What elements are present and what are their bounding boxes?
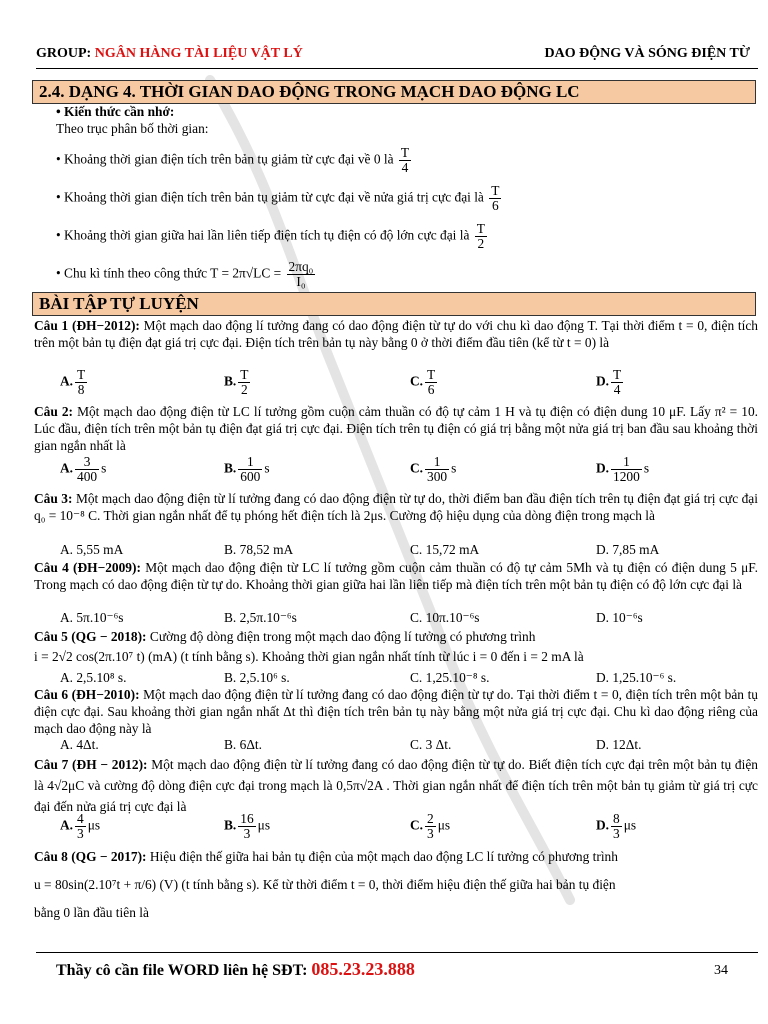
frac-num: T (77, 367, 86, 382)
question-4 (34, 559, 758, 593)
opt-frac (75, 455, 99, 484)
fraction-T-6 (489, 184, 501, 213)
frac-num: 1 (611, 455, 642, 470)
q6-option-d: D. 12Δt. (596, 737, 642, 752)
frac-num: T (400, 145, 410, 160)
opt-frac (238, 812, 255, 841)
frac-den: 300 (427, 469, 448, 484)
knowledge-heading: • Kiến thức cần nhớ: (56, 104, 175, 119)
frac-den: 6 (427, 382, 435, 397)
q4-option-c: C. 10π.10⁻⁶s (410, 610, 480, 625)
bullet-3-text: • Khoảng thời gian giữa hai lần liên tiếp điện tích tụ điện có độ lớn cực đại là (56, 227, 470, 243)
q2-option-b (224, 455, 270, 484)
frac-num: 2πq₀ (288, 259, 314, 274)
frac-den: 4 (613, 382, 621, 397)
opt-unit: μs (623, 817, 637, 833)
opt-unit: s (643, 460, 650, 476)
page-footer (36, 952, 758, 993)
frac-num: T (240, 367, 249, 382)
question-8 (34, 848, 758, 865)
q5-equation-line: i = 2√2 cos(2π.10⁷ t) (mA) (t tính bằng s). Khoảng thời gian ngắn nhất tính từ lúc i = 0 đến i = 2 mA là (34, 649, 584, 664)
opt-letter: A. (60, 460, 74, 476)
q3-option-d: D. 7,85 mA (596, 542, 660, 557)
frac-den: 1200 (613, 469, 640, 484)
opt-letter: C. (410, 817, 424, 833)
opt-unit: μs (87, 817, 101, 833)
opt-letter: D. (596, 460, 610, 476)
group-label: GROUP: (36, 46, 92, 61)
q7-option-c (410, 812, 450, 841)
frac-num: 2 (427, 811, 434, 826)
opt-frac (425, 455, 449, 484)
frac-den: 400 (77, 469, 98, 484)
q1-option-a (60, 368, 89, 397)
frac-den: 600 (240, 469, 261, 484)
header-group (36, 46, 303, 62)
question-6 (34, 686, 758, 737)
q3-option-c: C. 15,72 mA (410, 542, 480, 557)
section-title-1: 2.4. DẠNG 4. THỜI GIAN DAO ĐỘNG TRONG MẠCH DAO ĐỘNG LC (32, 80, 756, 104)
q5-option-c: C. 1,25.10⁻⁸ s. (410, 670, 490, 685)
opt-frac (238, 455, 262, 484)
opt-unit: s (101, 460, 107, 476)
opt-frac (75, 812, 86, 841)
section-title-2: BÀI TẬP TỰ LUYỆN (32, 292, 756, 316)
fraction-T-2 (475, 222, 487, 251)
q2-option-c (410, 455, 456, 484)
bullet-4-text: • Chu kì tính theo công thức (56, 265, 208, 281)
question-7 (34, 754, 758, 817)
q6-label: Câu 6 (ĐH−2010): (34, 687, 140, 702)
q7-text: Một mạch dao động điện từ lí tưởng đang có dao động điện từ tự do. Biết điện tích cực đại trên một bản tụ điện là 4√2μC và cường độ dòng điện cực đại trong mạch là 0,5π√2A . Thời gian ngắn nhất để điện tích trên một bản tụ giảm từ giá trị cực đại đến nửa giá trị cực đại là (34, 757, 758, 814)
q8-label: Câu 8 (QG − 2017): (34, 849, 147, 864)
q6-option-a: A. 4Δt. (60, 737, 99, 752)
frac-den: 2 (477, 236, 485, 251)
group-name: NGÂN HÀNG TÀI LIỆU VẬT LÝ (94, 46, 303, 61)
opt-letter: B. (224, 817, 237, 833)
q3-text: Một mạch dao động điện từ lí tưởng đang có dao động điện từ tự do, thời điểm ban đầu điện tích trên tụ điện đạt giá trị cực đại q₀ = 10⁻⁸ C. Thời gian ngắn nhất để tụ phóng hết điện tích là 2μs. Cường độ hiệu dụng của dòng điện trong mạch là (34, 491, 758, 523)
frac-num: 4 (77, 811, 84, 826)
q4-option-b: B. 2,5π.10⁻⁶s (224, 610, 297, 625)
q1-label: Câu 1 (ĐH−2012): (34, 318, 140, 333)
q1-option-b (224, 368, 252, 397)
q3-option-b: B. 78,52 mA (224, 542, 294, 557)
opt-frac (611, 455, 642, 484)
opt-unit: μs (257, 817, 271, 833)
frac-num: T (491, 183, 500, 198)
q8-equation-line: u = 80sin(2.10⁷t + π/6) (V) (t tính bằng s). Kể từ thời điểm t = 0, thời điểm hiệu điện thế giữa hai bản tụ điện (34, 877, 616, 892)
footer-phone: 085.23.23.888 (311, 959, 415, 979)
opt-frac (611, 812, 622, 841)
q4-option-a: A. 5π.10⁻⁶s (60, 610, 124, 625)
opt-letter: B. (224, 460, 237, 476)
knowledge-intro: Theo trục phân bố thời gian: (56, 121, 209, 136)
knowledge-bullet-1 (56, 146, 413, 175)
q4-text: Một mạch dao động điện từ LC lí tưởng gồm cuộn cảm thuần có độ tự cảm 5Mh và tụ điện có điện dung 5 μF. Trong mạch có dao động điện từ tự do. Khoảng thời gian giữa hai lần liên tiếp mà điện tích trên một bản tụ điện có độ lớn cực đại là (34, 560, 758, 592)
q3-option-a: A. 5,55 mA (60, 542, 124, 557)
frac-den: 6 (491, 198, 499, 213)
q6-option-c: C. 3 Δt. (410, 737, 452, 752)
frac-num: T (613, 367, 622, 382)
frac-num: T (476, 221, 485, 236)
q5-option-a: A. 2,5.10⁸ s. (60, 670, 127, 685)
q6-option-b: B. 6Δt. (224, 737, 263, 752)
frac-num: 16 (240, 811, 254, 826)
opt-letter: A. (60, 373, 74, 389)
footer-contact (56, 959, 415, 980)
q3-label: Câu 3: (34, 491, 73, 506)
knowledge-bullet-2 (56, 184, 503, 213)
q7-option-d (596, 812, 636, 841)
fraction-period (287, 260, 316, 289)
opt-frac (75, 368, 87, 397)
opt-letter: D. (596, 373, 610, 389)
knowledge-bullet-4 (56, 260, 317, 289)
page-header (36, 44, 758, 69)
opt-frac (238, 368, 250, 397)
question-2 (34, 403, 758, 454)
q6-text: Một mạch dao động điện từ lí tưởng đang có dao động điện từ tự do. Tại thời điểm t = 0, điện tích trên một bản tụ điện cực đại. Sau khoảng thời gian ngắn nhất Δt thì điện tích trên bản tụ này bằng một nửa giá trị cực đại. Chu kì dao động riêng của mạch dao động này là (34, 687, 758, 736)
q5-option-b: B. 2,5.10⁶ s. (224, 670, 290, 685)
q1-option-c (410, 368, 439, 397)
header-topic: DAO ĐỘNG VÀ SÓNG ĐIỆN TỪ (544, 46, 750, 61)
footer-text: Thầy cô cần file WORD liên hệ SĐT: (56, 962, 308, 979)
frac-den: 8 (77, 382, 85, 397)
question-1 (34, 317, 758, 351)
frac-den: 3 (77, 826, 84, 841)
q7-option-a (60, 812, 100, 841)
opt-letter: B. (224, 373, 237, 389)
frac-den: I₀ (296, 274, 306, 289)
opt-letter: D. (596, 817, 610, 833)
opt-unit: s (264, 460, 270, 476)
frac-den: 3 (427, 826, 434, 841)
q5-label: Câu 5 (QG − 2018): (34, 629, 147, 644)
frac-num: T (427, 367, 436, 382)
q5-option-d: D. 1,25.10⁻⁶ s. (596, 670, 677, 685)
question-5 (34, 628, 758, 645)
q2-text: Một mạch dao động điện từ LC lí tưởng gồm cuộn cảm thuần có độ tự cảm 1 H và tụ điện có điện dung 10 μF. Lấy π² = 10. Lúc đầu, điện tích trên một bản tụ điện đạt giá trị cực đại. Điện tích trên tụ điện có giá trị bằng một nửa giá trị ban đầu sau khoảng thời gian ngắn nhất là (34, 404, 758, 453)
frac-num: 1 (425, 455, 449, 470)
bullet-1-text: • Khoảng thời gian điện tích trên bản tụ giảm từ cực đại về 0 là (56, 151, 394, 167)
bullet-2-text: • Khoảng thời gian điện tích trên bản tụ giảm từ cực đại về nửa giá trị cực đại là (56, 189, 484, 205)
opt-unit: s (451, 460, 457, 476)
q5-text-1: Cường độ dòng điện trong một mạch dao động lí tưởng có phương trình (149, 629, 536, 644)
q7-option-b (224, 812, 270, 841)
knowledge-bullet-3 (56, 222, 489, 251)
opt-frac (611, 368, 623, 397)
opt-unit: μs (437, 817, 451, 833)
frac-den: 3 (613, 826, 620, 841)
opt-letter: C. (410, 373, 424, 389)
frac-den: 3 (243, 826, 251, 841)
opt-frac (425, 812, 436, 841)
fraction-T-4 (399, 146, 411, 175)
q8-text-1: Hiệu điện thế giữa hai bản tụ điện của một mạch dao động LC lí tưởng có phương trình (149, 849, 618, 864)
q2-option-a (60, 455, 106, 484)
page-number: 34 (714, 963, 728, 978)
frac-den: 2 (241, 382, 248, 397)
opt-frac (425, 368, 437, 397)
q1-option-d (596, 368, 625, 397)
formula-lhs: T = 2π√LC = (210, 265, 282, 281)
frac-num: 8 (613, 811, 620, 826)
q8-text-3: bằng 0 lần đầu tiên là (34, 905, 149, 920)
frac-num: 1 (238, 455, 262, 470)
q4-label: Câu 4 (ĐH−2009): (34, 560, 141, 575)
q2-label: Câu 2: (34, 404, 74, 419)
q2-option-d (596, 455, 649, 484)
q4-option-d: D. 10⁻⁶s (596, 610, 643, 625)
q7-label: Câu 7 (ĐH − 2012): (34, 757, 148, 772)
q1-text: Một mạch dao động lí tưởng đang có dao động điện từ tự do với chu kì dao động T. Tại thời điểm t = 0, điện tích trên một bản tụ điện đạt giá trị cực đại. Điện tích trên bản tụ này bằng 0 ở thời điểm đầu tiên (kể từ t = 0) là (34, 318, 758, 350)
frac-num: 3 (75, 455, 99, 470)
opt-letter: C. (410, 460, 424, 476)
question-3 (34, 490, 758, 524)
opt-letter: A. (60, 817, 74, 833)
frac-den: 4 (401, 160, 409, 175)
